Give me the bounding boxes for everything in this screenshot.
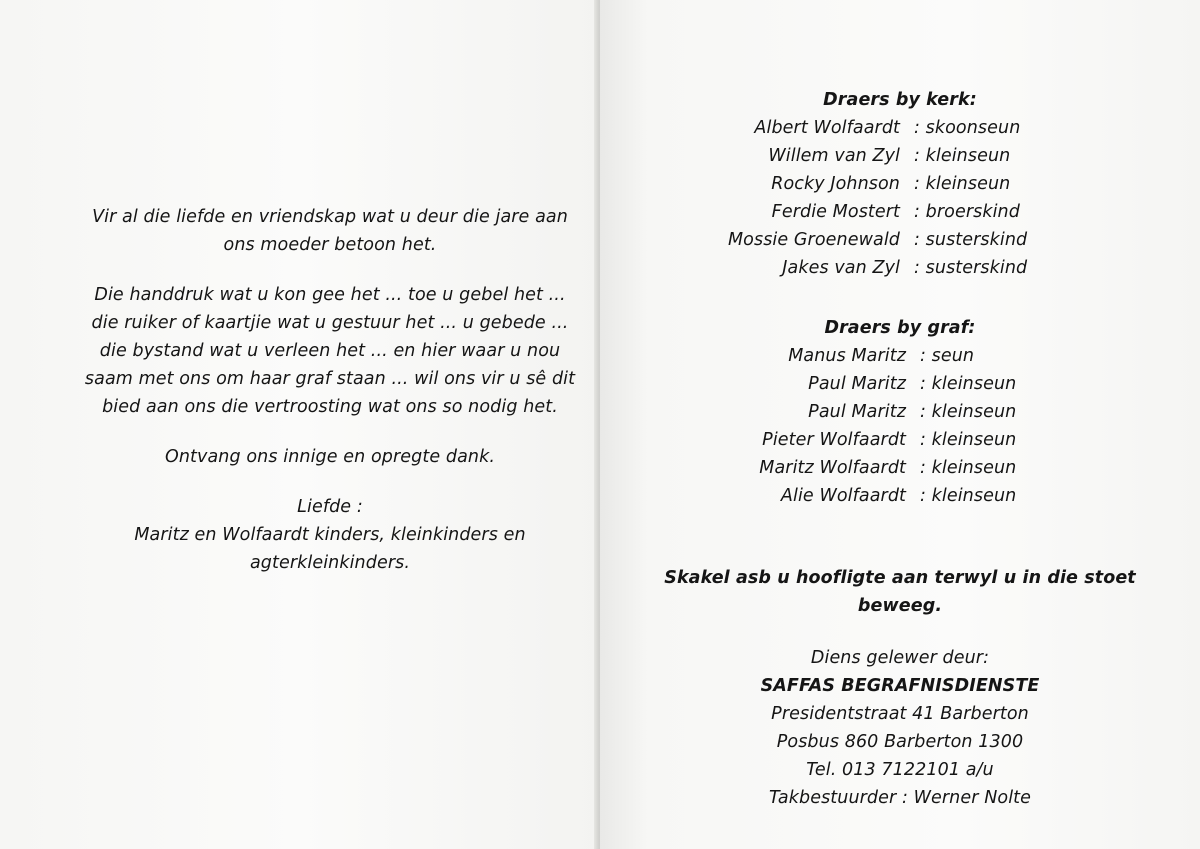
company-postal-address: Posbus 860 Barberton 1300 bbox=[776, 732, 1024, 752]
bearer-name: Mossie Groenewald bbox=[727, 230, 900, 250]
text-line: Ontvang ons innige en opregte dank. bbox=[164, 447, 495, 467]
bearer-name: Willem van Zyl bbox=[768, 146, 900, 166]
text-line: saam met ons om haar graf staan ... wil ons vir u sê dit bbox=[84, 369, 576, 389]
grave-bearers-section bbox=[600, 314, 1200, 510]
text-line: Vir al die liefde en vriendskap wat u deur die jare aan bbox=[92, 207, 568, 227]
text-line: ons moeder betoon het. bbox=[223, 235, 437, 255]
bearer-row bbox=[600, 482, 1200, 510]
bearer-relation: : seun bbox=[920, 346, 975, 366]
bearer-name: Ferdie Mostert bbox=[771, 202, 900, 222]
bearer-name: Rocky Johnson bbox=[771, 174, 900, 194]
show-through-text bbox=[80, 100, 580, 128]
bearer-row bbox=[600, 370, 1200, 398]
text-line: bied aan ons die vertroosting wat ons so nodig het. bbox=[102, 397, 558, 417]
bearer-relation: : kleinseun bbox=[920, 402, 1017, 422]
paragraph bbox=[60, 281, 600, 421]
bearer-relation: : kleinseun bbox=[914, 146, 1011, 166]
text-line: Maritz en Wolfaardt kinders, kleinkinders en bbox=[134, 525, 526, 545]
bearer-row bbox=[600, 426, 1200, 454]
bearer-row bbox=[600, 198, 1200, 226]
bearer-row bbox=[600, 170, 1200, 198]
text-line: agterkleinkinders. bbox=[249, 553, 410, 573]
company-phone: Tel. 013 7122101 a/u bbox=[806, 760, 994, 780]
text-line: Liefde : bbox=[297, 497, 363, 517]
thank-you-message bbox=[60, 203, 600, 599]
bearer-name: Paul Maritz bbox=[808, 402, 906, 422]
text-line: Die handdruk wat u kon gee het ... toe u gebel het ... bbox=[94, 285, 566, 305]
bearer-name: Albert Wolfaardt bbox=[754, 118, 900, 138]
bearer-relation: : skoonseun bbox=[914, 118, 1021, 138]
bearer-relation: : kleinseun bbox=[914, 174, 1011, 194]
bearer-relation: : susterskind bbox=[914, 258, 1028, 278]
paragraph bbox=[60, 443, 600, 471]
text-line: die ruiker of kaartjie wat u gestuur het ... u gebede ... bbox=[91, 313, 569, 333]
bearer-relation: : susterskind bbox=[914, 230, 1028, 250]
bearer-relation: : kleinseun bbox=[920, 374, 1017, 394]
bearer-name: Alie Wolfaardt bbox=[780, 486, 906, 506]
bearer-row bbox=[600, 454, 1200, 482]
bearer-name: Manus Maritz bbox=[788, 346, 906, 366]
bearer-row bbox=[600, 114, 1200, 142]
text-line: die bystand wat u verleen het ... en hier waar u nou bbox=[99, 341, 561, 361]
grave-bearers-list bbox=[600, 342, 1200, 510]
bearer-row bbox=[600, 142, 1200, 170]
bearer-name: Maritz Wolfaardt bbox=[759, 458, 906, 478]
bearer-relation: : broerskind bbox=[914, 202, 1020, 222]
paragraph bbox=[60, 493, 600, 577]
funeral-service-details bbox=[600, 644, 1200, 812]
bearer-name: Paul Maritz bbox=[808, 374, 906, 394]
bearer-row bbox=[600, 342, 1200, 370]
headlights-notice-line: Skakel asb u hoofligte aan terwyl u in die stoet bbox=[664, 568, 1136, 588]
bearer-relation: : kleinseun bbox=[920, 458, 1017, 478]
bearer-row bbox=[600, 398, 1200, 426]
bearer-name: Jakes van Zyl bbox=[782, 258, 900, 278]
church-bearers-list bbox=[600, 114, 1200, 282]
branch-manager: Takbestuurder : Werner Nolte bbox=[768, 788, 1031, 808]
headlights-notice-line: beweeg. bbox=[857, 596, 943, 616]
bearer-name: Pieter Wolfaardt bbox=[762, 430, 906, 450]
company-street-address: Presidentstraat 41 Barberton bbox=[771, 704, 1029, 724]
church-bearers-heading: Draers by kerk: bbox=[823, 90, 977, 110]
grave-bearers-heading: Draers by graf: bbox=[824, 318, 976, 338]
headlights-notice bbox=[640, 564, 1160, 620]
bearer-relation: : kleinseun bbox=[920, 430, 1017, 450]
service-provided-by: Diens gelewer deur: bbox=[810, 648, 990, 668]
bearer-relation: : kleinseun bbox=[920, 486, 1017, 506]
funeral-company-name: SAFFAS BEGRAFNISDIENSTE bbox=[760, 676, 1040, 696]
church-bearers-section bbox=[600, 86, 1200, 282]
bearer-row bbox=[600, 254, 1200, 282]
paragraph bbox=[60, 203, 600, 259]
bearer-row bbox=[600, 226, 1200, 254]
